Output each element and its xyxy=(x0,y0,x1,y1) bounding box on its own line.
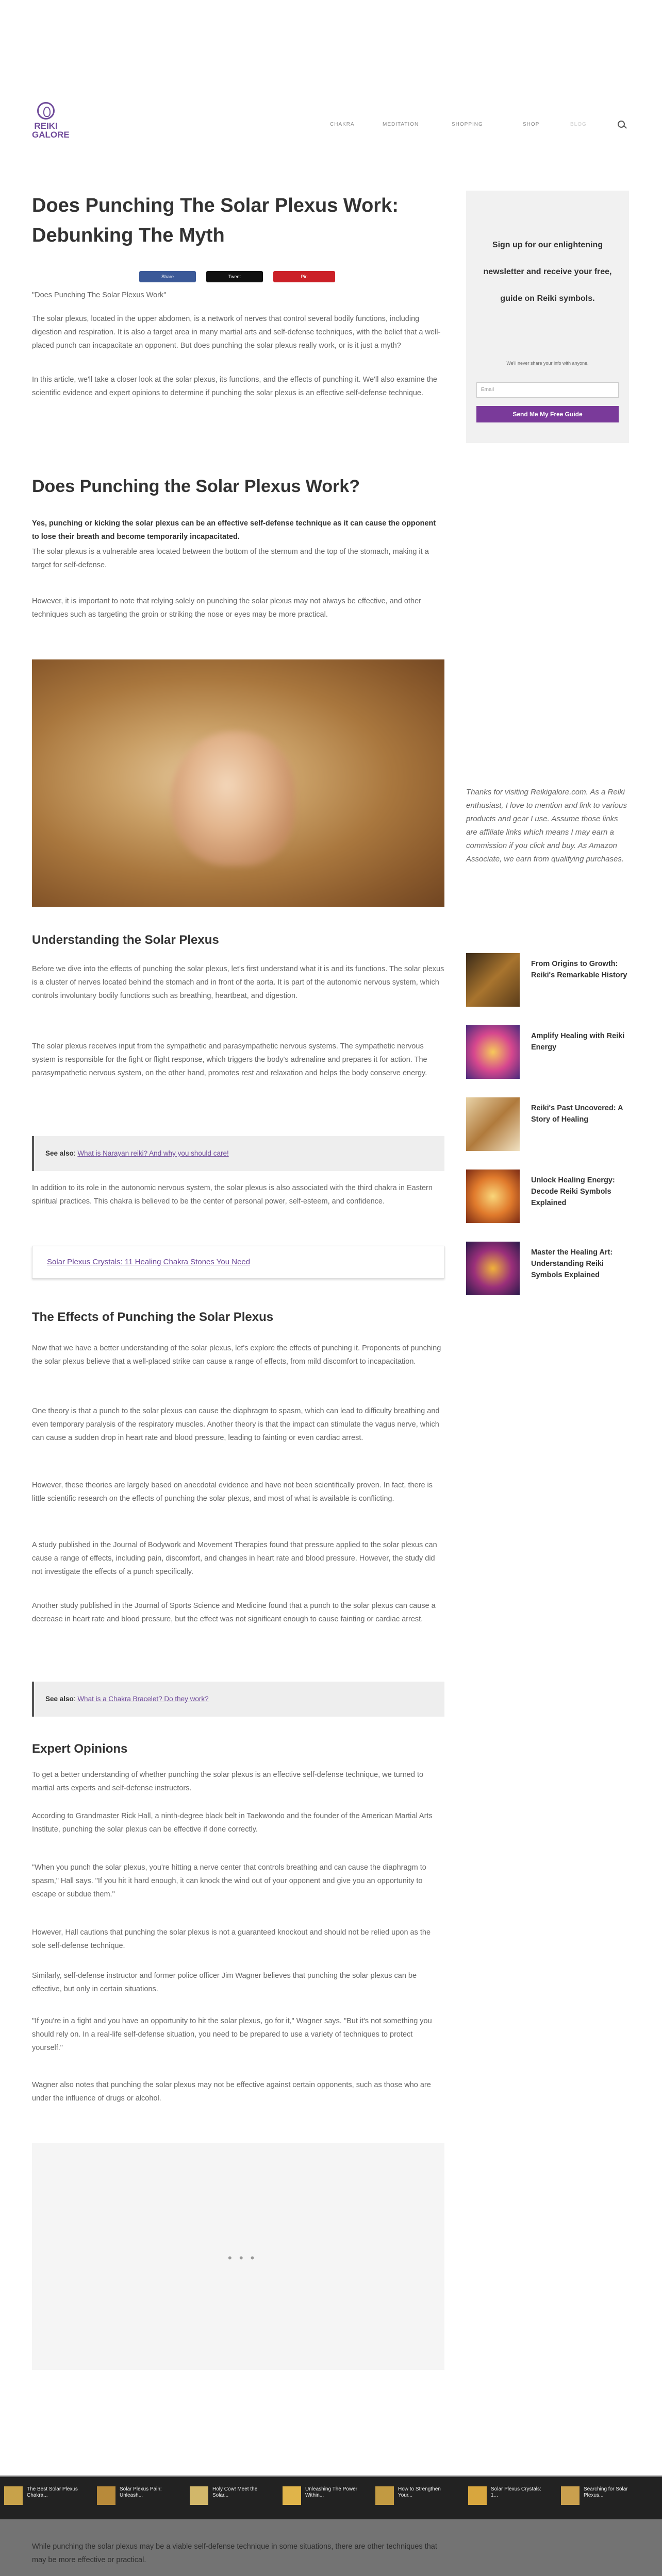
section-heading-does-it-work: Does Punching the Solar Plexus Work? xyxy=(32,477,360,496)
section-heading-understanding: Understanding the Solar Plexus xyxy=(32,933,219,947)
bar-thumbnail[interactable] xyxy=(190,2486,208,2505)
bar-thumbnail[interactable] xyxy=(468,2486,487,2505)
logo-icon xyxy=(37,102,55,120)
bar-thumbnail[interactable] xyxy=(375,2486,394,2505)
intro-paragraph-1: The solar plexus, located in the upper abdomen, is a network of nerves that control several bodily functions, including digestion and respiration. It is also a target area in many martial arts and self-defense techniques, with the belief that a well-placed punch can incapacitate an opponent. But does punching the solar plexus really work, or is it just a myth? xyxy=(32,315,441,350)
see-also-label: See also xyxy=(45,1149,74,1157)
bar-item[interactable] xyxy=(283,2486,360,2510)
nav-item-blog[interactable]: BLOG xyxy=(570,122,587,127)
see-also-box-1: See also: What is Narayan reiki? And why you should care! xyxy=(32,1136,444,1171)
newsletter-signup xyxy=(466,191,629,443)
logo-text: REIKI GALORE xyxy=(32,121,70,140)
effects-paragraph-1: Now that we have a better understanding of the solar plexus, let's explore the effects of punching it. Proponents of punching the solar plexus believe that a well-placed strike can cause a range of effects, from mild discomfort to incapacitation. xyxy=(32,1344,441,1366)
effects-paragraph-2: One theory is that a punch to the solar plexus can cause the diaphragm to spasm, which can lead to difficulty breathing and even temporary paralysis of the respiratory muscles. Another theory is that the impact can stimulate the vagus nerve, which can cause a sudden drop in heart rate and blood pressure, leading to fainting or even cardiac arrest. xyxy=(32,1407,440,1442)
answer-rest: The solar plexus is a vulnerable area located between the bottom of the sternum and the top of the stomach, making it a target for self-defense. xyxy=(32,548,429,569)
bar-item[interactable] xyxy=(97,2486,174,2510)
intro-paragraph-2: In this article, we'll take a closer look at the solar plexus, its functions, and the effects of punching it. We'll also examine the scientific evidence and expert opinions to determine if punching the solar plexus is an effective self-defense technique. xyxy=(32,376,437,397)
bar-item[interactable] xyxy=(468,2486,545,2510)
expert-paragraph-3: "When you punch the solar plexus, you're hitting a nerve center that controls breathing and can cause the diaphragm to spasm," Hall says. "If you hit it hard enough, it can knock the wind out of your opponent and give you an opportunity to escape or subdue them." xyxy=(32,1863,426,1899)
bar-item-title[interactable]: Solar Plexus Pain: Unleash... xyxy=(120,2486,162,2498)
post-title[interactable]: Master the Healing Art: Understanding Reiki Symbols Explained xyxy=(531,1248,613,1279)
send-guide-button[interactable]: Send Me My Free Guide xyxy=(476,406,619,422)
bar-item[interactable] xyxy=(375,2486,453,2510)
effects-paragraph-3: However, these theories are largely based on anecdotal evidence and have not been scientifically proven. In fact, there is little scientific research on the effects of punching the solar plexus, and most of what is available is conflicting. xyxy=(32,1481,433,1503)
affiliate-disclosure: Thanks for visiting Reikigalore.com. As a Reiki enthusiast, I love to mention and link to various products and gear I use. Assume those links are affiliate links which means I may earn a commission if you click and buy. As Amazon Associate, we earn from qualifying purchases. xyxy=(466,788,627,863)
email-input[interactable]: Email xyxy=(476,382,619,398)
answer-bold: Yes, punching or kicking the solar plexus can be an effective self-defense technique as it can cause the opponent to lose their breath and become temporarily incapacitated. xyxy=(32,519,436,541)
see-also-link-2[interactable]: What is a Chakra Bracelet? Do they work? xyxy=(77,1695,209,1703)
video-placeholder[interactable] xyxy=(32,2143,444,2370)
signup-subtext: We'll never share your info with anyone. xyxy=(506,361,589,366)
nav-item-shop[interactable]: SHOP xyxy=(523,122,540,127)
sidebar-post-5[interactable] xyxy=(466,1242,629,1298)
signup-title: Sign up for our enlightening newsletter and receive your free, guide on Reiki symbols. xyxy=(483,241,612,303)
effects-paragraph-4: A study published in the Journal of Bodywork and Movement Therapies found that pressure applied to the solar plexus can cause a range of effects, including pain, discomfort, and changes in heart rate and blood pressure. However, the study did not investigate the effects of a punch specifically. xyxy=(32,1541,437,1576)
expert-paragraph-4: However, Hall cautions that punching the solar plexus is not a guaranteed knockout and should not be relied upon as the sole self-defense technique. xyxy=(32,1928,431,1950)
share-twitter-button[interactable]: Tweet xyxy=(206,271,263,282)
nav-item-shopping[interactable]: SHOPPING xyxy=(452,122,483,127)
section-heading-effects: The Effects of Punching the Solar Plexus xyxy=(32,1310,274,1324)
nav-item-chakra[interactable]: CHAKRA xyxy=(330,122,355,127)
effects-paragraph-5: Another study published in the Journal of Sports Science and Medicine found that a punch to the solar plexus can cause a decrease in heart rate and blood pressure, but the effect was not significant enough to cause fainting or cardiac arrest. xyxy=(32,1602,436,1623)
bar-item-title[interactable]: Searching for Solar Plexus... xyxy=(584,2486,628,2498)
post-thumbnail[interactable] xyxy=(466,1170,520,1223)
post-title[interactable]: Reiki's Past Uncovered: A Story of Healing xyxy=(531,1104,623,1124)
callout-link-crystals[interactable]: Solar Plexus Crystals: 11 Healing Chakra Stones You Need xyxy=(32,1246,444,1279)
post-thumbnail[interactable] xyxy=(466,1097,520,1151)
post-title[interactable]: From Origins to Growth: Reiki's Remarkable History xyxy=(531,960,627,979)
post-title[interactable]: Unlock Healing Energy: Decode Reiki Symbols Explained xyxy=(531,1176,615,1207)
post-thumbnail[interactable] xyxy=(466,953,520,1007)
post-thumbnail[interactable] xyxy=(466,1242,520,1295)
bar-item[interactable] xyxy=(4,2486,81,2510)
expert-paragraph-2: According to Grandmaster Rick Hall, a ninth-degree black belt in Taekwondo and the founder of the American Martial Arts Institute, punching the solar plexus can be effective if done correctly. xyxy=(32,1812,433,1834)
sidebar-post-4[interactable] xyxy=(466,1170,629,1226)
bar-thumbnail[interactable] xyxy=(97,2486,115,2505)
share-facebook-button[interactable]: Share xyxy=(139,271,196,282)
bar-thumbnail[interactable] xyxy=(561,2486,580,2505)
bar-item-title[interactable]: Solar Plexus Crystals: 1... xyxy=(491,2486,541,2498)
bar-thumbnail[interactable] xyxy=(283,2486,301,2505)
nav-item-meditation[interactable]: MEDITATION xyxy=(383,122,419,127)
bar-item[interactable] xyxy=(561,2486,638,2510)
quote-text: "Does Punching The Solar Plexus Work" xyxy=(32,291,167,299)
expert-paragraph-5: Similarly, self-defense instructor and former police officer Jim Wagner believes that punching the solar plexus can be effective, but only in certain situations. xyxy=(32,1972,417,1993)
share-pinterest-button[interactable]: Pin xyxy=(273,271,335,282)
bar-item-title[interactable]: How to Strengthen Your... xyxy=(398,2486,441,2498)
site-header xyxy=(0,0,662,82)
expert-paragraph-1: To get a better understanding of whether punching the solar plexus is an effective self-defense technique, we turned to martial arts experts and self-defense instructors. xyxy=(32,1771,424,1792)
bar-item-title[interactable]: Holy Cow! Meet the Solar... xyxy=(212,2486,258,2498)
understanding-paragraph-1: Before we dive into the effects of punching the solar plexus, let's first understand what it is and its functions. The solar plexus is a cluster of nerves located behind the stomach and in front of the aorta. It is part of the autonomic nervous system, which controls involuntary bodily functions such as breathing, heartbeat, and digestion. xyxy=(32,965,444,1000)
sidebar-post-1[interactable] xyxy=(466,953,629,1010)
expert-paragraph-7: Wagner also notes that punching the solar plexus may not be effective against certain opponents, such as those who are under the influence of drugs or alcohol. xyxy=(32,2081,431,2103)
see-also-link-1[interactable]: What is Narayan reiki? And why you should care! xyxy=(77,1149,229,1157)
post-title[interactable]: Amplify Healing with Reiki Energy xyxy=(531,1032,625,1052)
expert-paragraph-6: "If you're in a fight and you have an opportunity to hit the solar plexus, go for it," Wagner says. "But it's not something you should rely on. In a real-life self-defense situation, you need to be prepared to use a variety of techniques to protect yourself." xyxy=(32,2017,432,2052)
hero-image-fist xyxy=(32,659,444,907)
sidebar-post-3[interactable] xyxy=(466,1097,629,1154)
bar-item[interactable] xyxy=(190,2486,267,2510)
post-thumbnail[interactable] xyxy=(466,1025,520,1079)
sidebar-post-2[interactable] xyxy=(466,1025,629,1082)
understanding-paragraph-2: The solar plexus receives input from the sympathetic and parasympathetic nervous systems. The sympathetic nervous system is responsible for the fight or flight response, which triggers the body's adrenaline and prepares it for action. The parasympathetic nervous system, on the other hand, promotes rest and relaxation and helps the body conserve energy. xyxy=(32,1042,427,1077)
understanding-paragraph-3: In addition to its role in the autonomic nervous system, the solar plexus is also associated with the third chakra in Eastern spiritual practices. This chakra is believed to be the center of personal power, self-esteem, and confidence. xyxy=(32,1184,433,1206)
related-posts-bar xyxy=(0,2477,662,2519)
search-icon[interactable] xyxy=(618,121,625,128)
fist-shape xyxy=(171,732,295,866)
answer-paragraph-2: However, it is important to note that relying solely on punching the solar plexus may not always be effective, and other techniques such as targeting the groin or striking the nose or eyes may be more practical. xyxy=(32,597,421,619)
see-also-box-2: See also: What is a Chakra Bracelet? Do they work? xyxy=(32,1682,444,1717)
bar-thumbnail[interactable] xyxy=(4,2486,23,2505)
bar-item-title[interactable]: The Best Solar Plexus Chakra... xyxy=(27,2486,78,2498)
section-heading-expert: Expert Opinions xyxy=(32,1742,128,1756)
main-nav xyxy=(0,122,662,130)
loading-icon: • • • xyxy=(228,2251,257,2264)
bar-item-title[interactable]: Unleashing The Power Within... xyxy=(305,2486,357,2498)
see-also-label: See also xyxy=(45,1695,74,1703)
page-title: Does Punching The Solar Plexus Work: Debunking The Myth xyxy=(32,195,399,246)
